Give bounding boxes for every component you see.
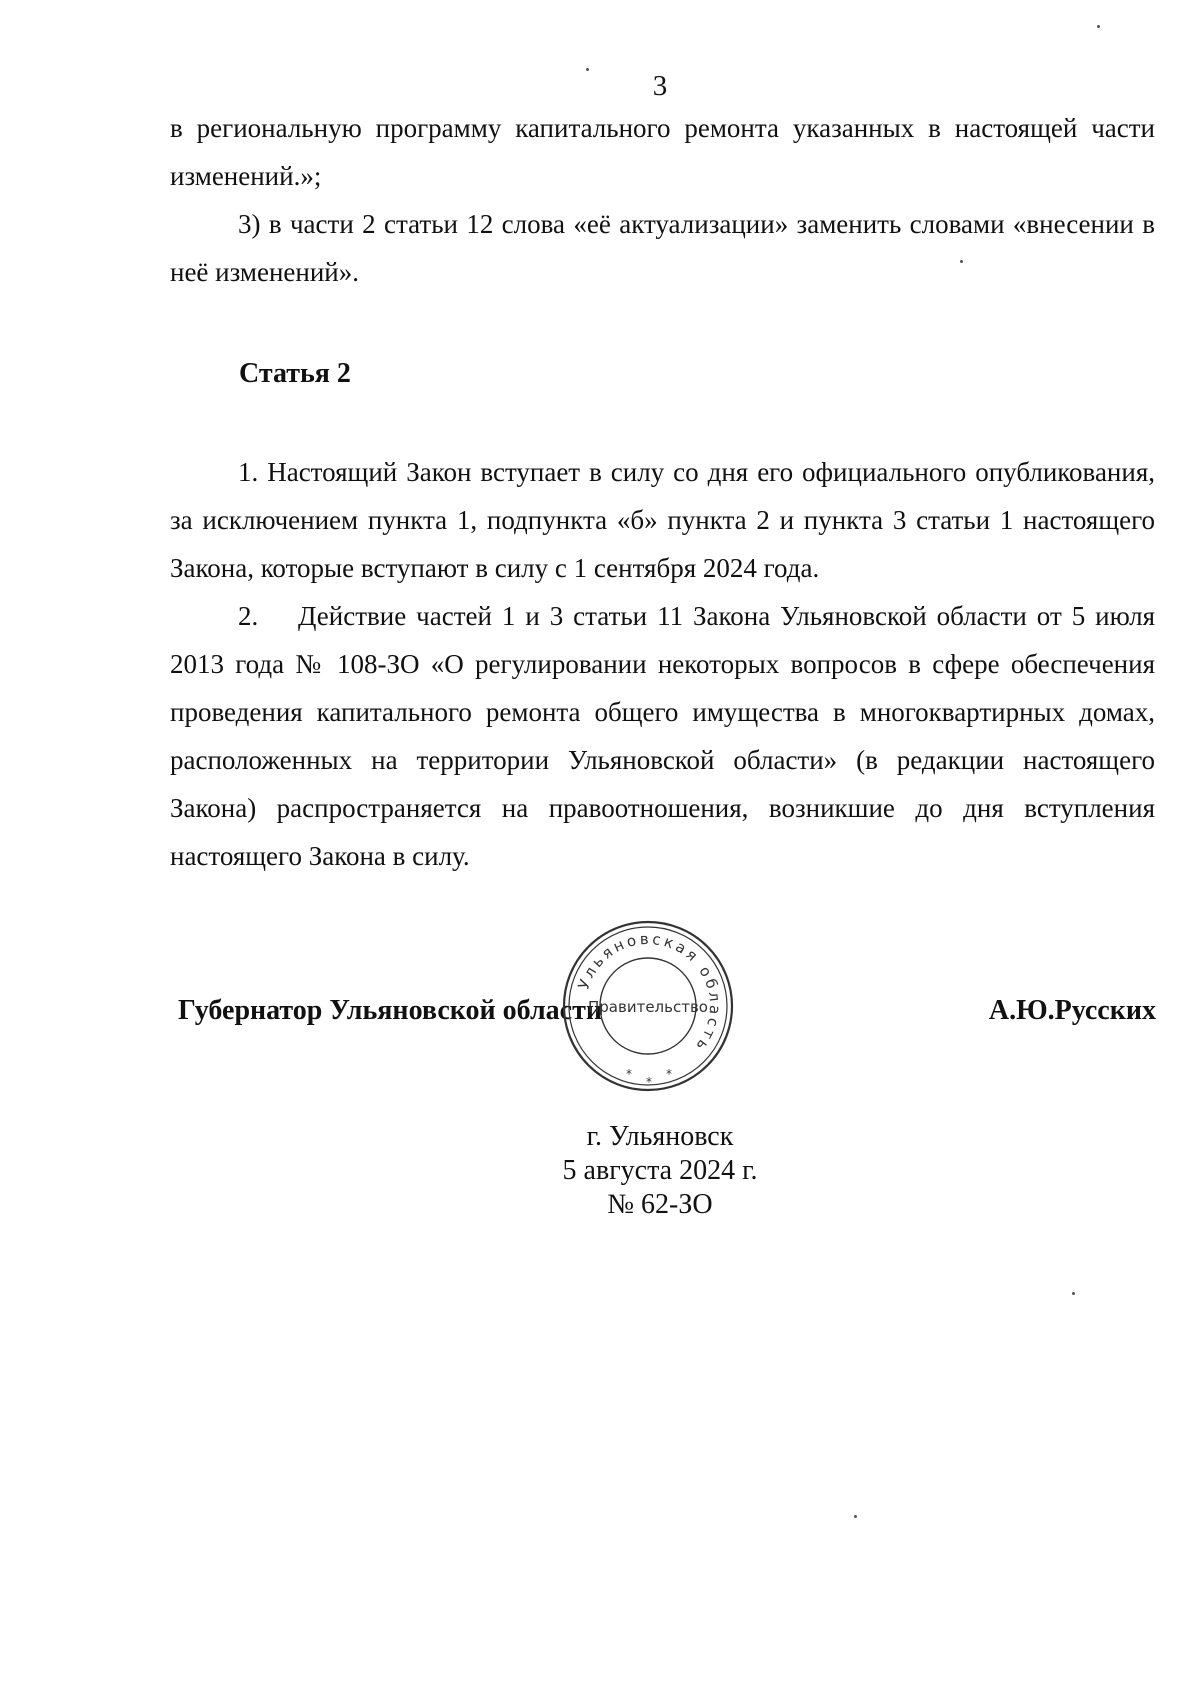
scan-speck <box>960 260 963 263</box>
article-2-body <box>170 448 1162 880</box>
footer-number: № 62-ЗО <box>607 1189 713 1220</box>
seal-star-middle: * <box>646 1075 652 1089</box>
signature-position: Губернатор Ульяновской области <box>178 995 602 1026</box>
scan-speck <box>1097 25 1100 28</box>
footer-city: г. Ульяновск <box>586 1121 734 1152</box>
official-seal <box>560 918 736 1094</box>
seal-star-right: * <box>666 1067 672 1081</box>
item-3: 3) в части 2 статьи 12 слова «её актуализации» заменить словами «внесении в неё изменений». <box>170 209 1155 287</box>
signature-name: А.Ю.Русских <box>988 995 1156 1026</box>
seal-star-left: * <box>626 1067 632 1081</box>
article1-continuation <box>170 104 1155 296</box>
scan-speck <box>854 1515 857 1518</box>
document-footer <box>0 1120 1200 1222</box>
footer-date: 5 августа 2024 г. <box>562 1155 758 1186</box>
scan-speck <box>1072 1292 1075 1295</box>
seal-ring-text: Ульяновская область <box>574 929 725 1057</box>
article-2-title: Статья 2 <box>239 358 351 389</box>
article-2-point-2: 2. Действие частей 1 и 3 статьи 11 Закона Ульяновской области от 5 июля 2013 года № 108-ЗО «О регулировании некоторых вопросов в сфере обеспечения проведения капитального ремонта общего имущества в многоквартирных домах, расположенных на территории Ульяновской области» (в редакции настоящего Закона) распространяется на правоотношения, возникшие до дня вступления настоящего Закона в силу. <box>170 601 1162 871</box>
page-number: 3 <box>652 70 668 102</box>
seal-center-text: Правительство <box>588 998 708 1016</box>
paragraph-tail: в региональную программу капитального ремонта указанных в настоящей части изменений.»; <box>170 113 1155 191</box>
article-2-point-1: 1. Настоящий Закон вступает в силу со дня его официального опубликования, за исключением пункта 1, подпункта «б» пункта 2 и пункта 3 статьи 1 настоящего Закона, которые вступают в силу с 1 сентября 2024 года. <box>170 457 1155 583</box>
scan-speck <box>586 68 589 71</box>
